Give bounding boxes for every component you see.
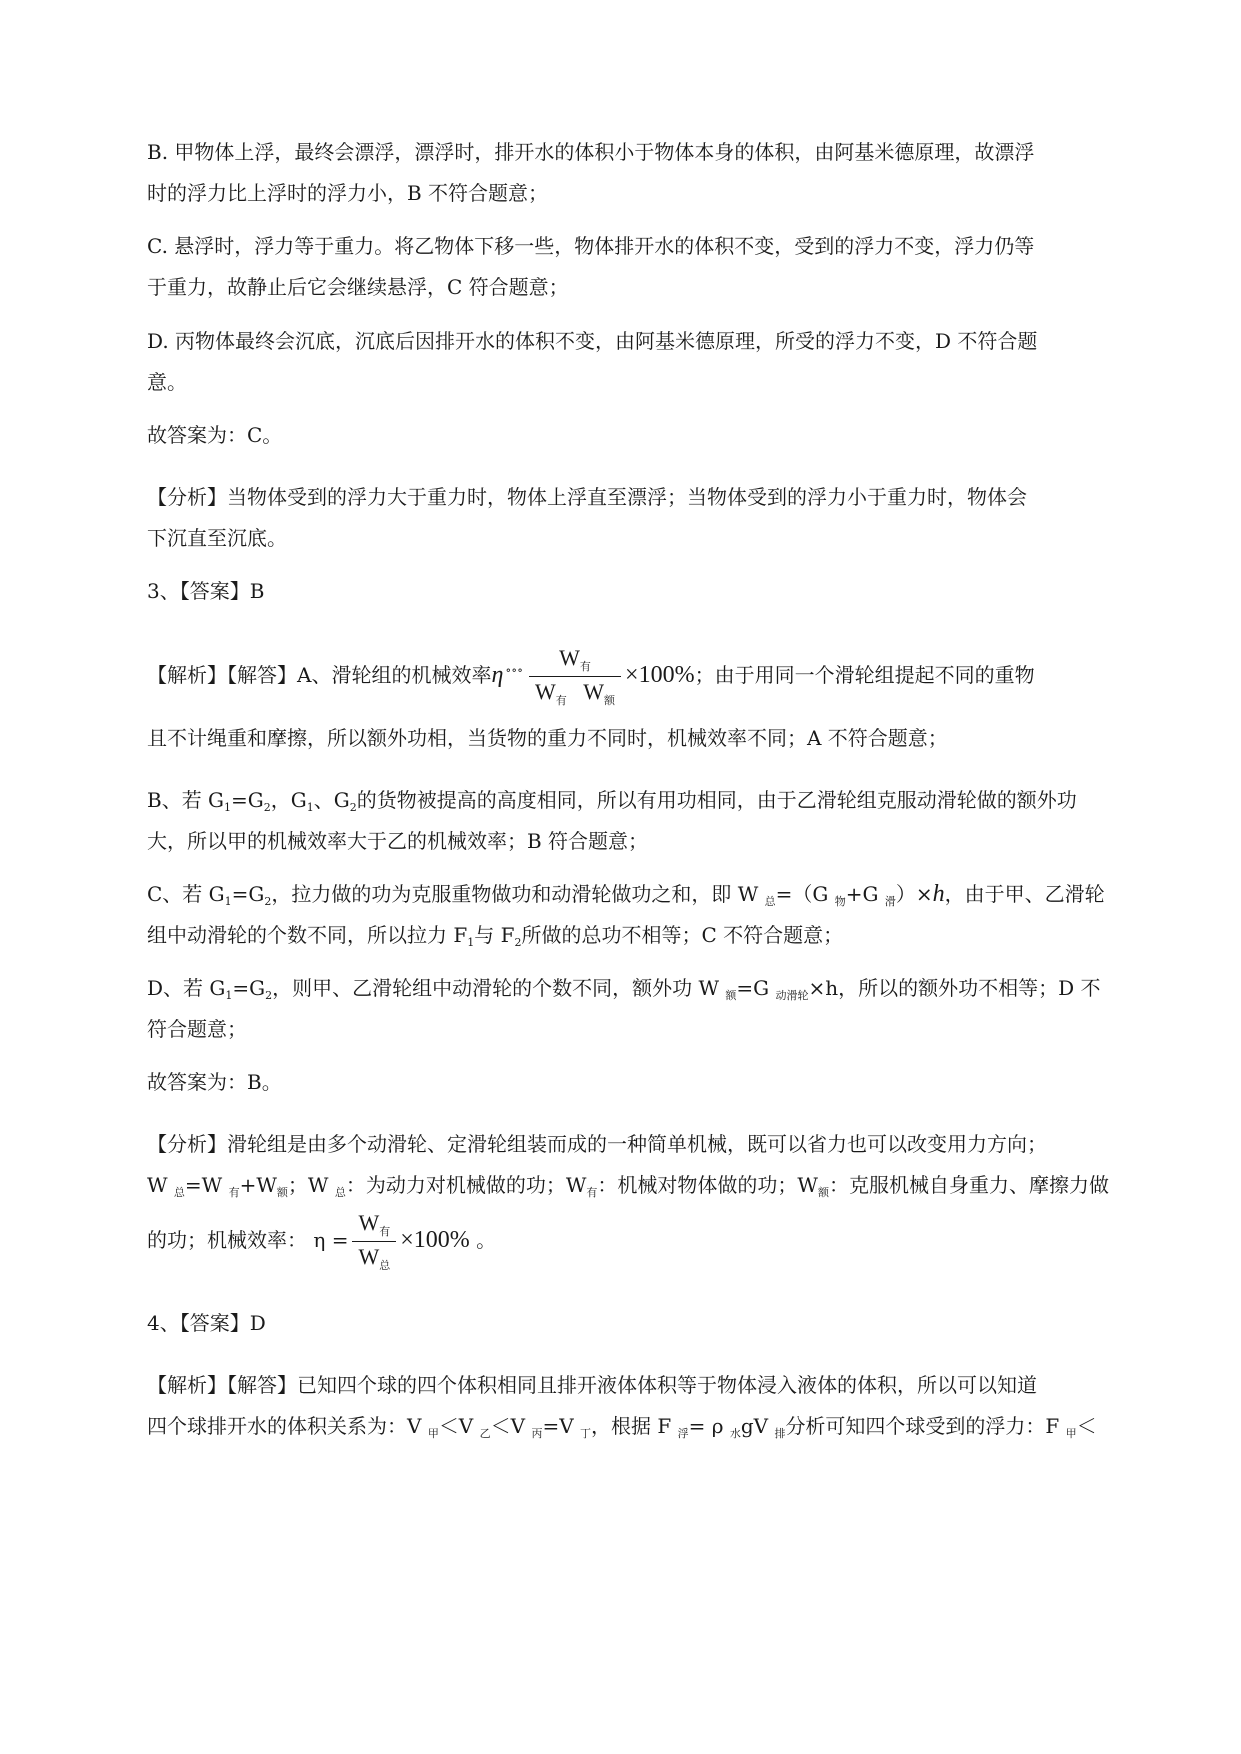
efficiency-fraction xyxy=(352,1209,396,1272)
text-line: B. 甲物体上浮，最终会漂浮，漂浮时，排开水的体积小于物体本身的体积，由阿基米德原理，故漂浮 xyxy=(147,140,1035,164)
analysis-q3 xyxy=(147,1124,1109,1206)
q3-option-a-line2 xyxy=(147,718,1092,759)
eta-symbol: η xyxy=(491,662,504,688)
text-line: 【分析】滑轮组是由多个动滑轮、定滑轮组装而成的一种简单机械，既可以省力也可以改变用力方向； xyxy=(147,1132,1047,1156)
times-100-percent: ×100% xyxy=(400,1227,470,1253)
text-line: 【分析】当物体受到的浮力大于重力时，物体上浮直至漂浮；当物体受到的浮力小于重力时，物体会 xyxy=(147,485,1027,509)
text-line: 4、【答案】D xyxy=(147,1311,266,1335)
text-line: C、若 $G_1=G_2$，拉力做的功为克服重物做功和动滑轮做功之和，即 W $_总$=（G $_物$+G $_滑$）×h，由于甲、乙滑轮 xyxy=(147,881,1105,908)
text-line: W $_总$=W $_有+W_额$；W $_总$：为动力对机械做的功；$W_有$：机械对物体做的功；$W_额$：克服机械自身重力、摩擦力做 xyxy=(147,1173,1109,1199)
analysis-q3-formula-line xyxy=(147,1210,1092,1272)
text-line: 组中动滑轮的个数不同，所以拉力 $F_1$与 $F_2$所做的总功不相等；C 不符合题意； xyxy=(147,923,844,949)
text-line: 且不计绳重和摩擦，所以额外功相，当货物的重力不同时，机械效率不同；A 不符合题意； xyxy=(147,726,948,750)
q3-option-b xyxy=(147,780,1092,862)
option-b-explanation xyxy=(147,132,1092,214)
eta-symbol: η = xyxy=(313,1228,349,1252)
text-line: 意。 xyxy=(147,370,187,394)
question-4-answer-heading xyxy=(147,1303,1092,1344)
text-line: 于重力，故静止后它会继续悬浮，C 符合题意； xyxy=(147,275,569,299)
q3-option-d xyxy=(147,968,1101,1050)
option-c-explanation xyxy=(147,226,1092,308)
text-line: 大，所以甲的机械效率大于乙的机械效率；B 符合题意； xyxy=(147,829,649,853)
text-line: 四个球排开水的体积关系为：V $_甲$＜V $_乙$＜V $_丙$=V $_丁$，根据 F $_浮$= ρ $_水$gV $_排$分析可知四个球受到的浮力：F $_甲$＜ xyxy=(147,1414,1097,1440)
text-line: 【解析】【解答】已知四个球的四个体积相同且排开液体体积等于物体浸入液体的体积，所以可以知道 xyxy=(147,1373,1037,1397)
fraction-denominator: $W_总$ xyxy=(358,1243,391,1272)
text-line: 3、【答案】B xyxy=(147,579,265,603)
text-line: C. 悬浮时，浮力等于重力。将乙物体下移一些，物体排开水的体积不变，受到的浮力不变，浮力仍等 xyxy=(147,234,1035,258)
q4-explanation xyxy=(147,1365,1097,1447)
answer-line-q3 xyxy=(147,1062,1092,1103)
fraction-numerator: $W_有$ xyxy=(559,644,591,673)
text-line: B、若 $G_1=G_2$，$G_1$、$G_2$的货物被提高的高度相同，所以有用功相同，由于乙滑轮组克服动滑轮做的额外功 xyxy=(147,788,1077,814)
text-run: 的功；机械效率： xyxy=(147,1228,307,1252)
times-100-percent: ×100% xyxy=(625,662,695,688)
fraction-numerator: $W_有$ xyxy=(358,1209,391,1238)
text-run: 【解析】【解答】A、滑轮组的机械效率 xyxy=(147,663,492,687)
text-line: 下沉直至沉底。 xyxy=(147,526,287,550)
text-line: 故答案为：B。 xyxy=(147,1070,282,1094)
dots-glyph: ∘∘∘ xyxy=(505,663,524,677)
text-line: 时的浮力比上浮时的浮力小，B 不符合题意； xyxy=(147,181,549,205)
text-run: 。 xyxy=(476,1228,497,1252)
q3-option-c xyxy=(147,874,1105,956)
fraction-denominator: $W_有$ $W_额$ xyxy=(535,678,616,707)
text-run: ；由于用同一个滑轮组提起不同的重物 xyxy=(694,663,1035,687)
option-d-explanation xyxy=(147,321,1092,403)
question-3-answer-heading xyxy=(147,571,1092,612)
text-line: D. 丙物体最终会沉底，沉底后因排开水的体积不变，由阿基米德原理，所受的浮力不变，D 不符合题 xyxy=(147,329,1038,353)
text-line: D、若 $G_1=G_2$，则甲、乙滑轮组中动滑轮的个数不同，额外功 W $_额$=G $_{动滑轮}$×h，所以的额外功不相等；D 不 xyxy=(147,976,1101,1002)
text-line: 故答案为：C。 xyxy=(147,423,283,447)
analysis-q2 xyxy=(147,477,1092,559)
efficiency-fraction xyxy=(529,644,621,707)
answer-line-q2 xyxy=(147,415,1092,456)
q3-option-a xyxy=(147,640,1092,707)
text-line: 符合题意； xyxy=(147,1017,247,1041)
